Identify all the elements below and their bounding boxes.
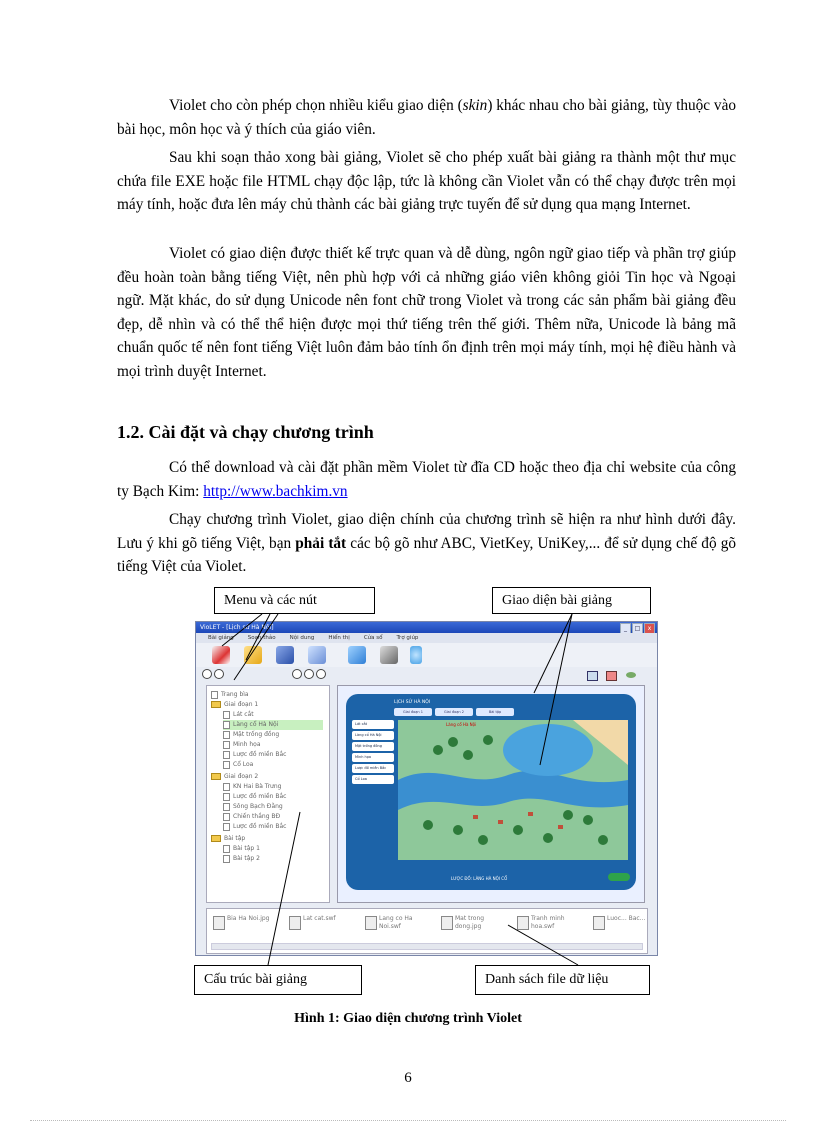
tree-node[interactable]: Bài tập 1 [223,844,260,854]
delete-node-icon[interactable] [316,669,326,679]
violet-screenshot [195,621,658,956]
menu-item-edit[interactable]: Soạn thảo [247,635,276,641]
data-file-list: Bia Ha Noi.jpg Lat cat.swf Lang co Ha Noi.swf Mat trong dong.jpg Tranh minh hoa.swf Luoc... Bac... [206,908,648,954]
lesson-side-button[interactable]: Lược đồ miền Bắc [352,764,394,773]
footer-rule [30,1120,786,1121]
maximize-button[interactable]: □ [632,623,643,634]
tree-node[interactable]: Minh họa [223,740,261,750]
paragraph-install: Có thể download và cài đặt phần mềm Violet từ đĩa CD hoặc theo địa chỉ website của công ty Bạch Kim: http://www.bachkim.vn [117,459,736,500]
file-list-scrollbar[interactable] [211,943,643,950]
tree-node-selected[interactable]: Làng cổ Hà Nội [223,720,323,730]
lesson-side-button[interactable]: Minh họa [352,753,394,762]
tree-node[interactable]: Lát cắt [223,710,254,720]
help-icon[interactable] [410,646,422,664]
callout-lesson-interface: Giao diện bài giảng [492,587,651,614]
callout-structure: Cấu trúc bài giảng [194,965,362,995]
website-link[interactable]: http://www.bachkim.vn [203,482,348,500]
tree-folder[interactable]: Giai đoạn 1 [211,700,258,710]
record-icon[interactable] [606,671,617,681]
menu-item-view[interactable]: Hiển thị [328,635,350,641]
tree-folder[interactable]: Giai đoạn 2 [211,772,258,782]
section-heading: 1.2. Cài đặt và chạy chương trình [117,422,374,442]
lesson-tab[interactable]: Giai đoạn 1 [394,708,432,716]
edit-node-icon[interactable] [304,669,314,679]
new-lesson-icon[interactable] [212,646,230,664]
tree-nav-buttons [196,669,657,683]
lesson-side-button[interactable]: Lát cắt [352,720,394,729]
tree-node[interactable]: Lược đồ miền Bắc [223,792,286,802]
tree-node[interactable]: Cổ Loa [223,760,253,770]
lesson-side-button[interactable]: Mặt trống đồng [352,742,394,751]
tree-node[interactable]: Lược đồ miền Bắc [223,822,286,832]
page-number: 6 [404,1070,412,1086]
hanoi-map [398,720,628,860]
nav-prev-icon[interactable] [202,669,212,679]
lesson-header: LỊCH SỬ HÀ NỘI [394,700,431,705]
callout-menu: Menu và các nút [214,587,375,614]
lesson-side-button[interactable]: Làng cổ Hà Nội [352,731,394,740]
export-icon[interactable] [308,646,326,664]
lesson-stage [346,694,636,890]
close-button[interactable]: x [644,623,655,634]
toolbar [196,643,657,667]
add-node-icon[interactable] [292,669,302,679]
menu-item-help[interactable]: Trợ giúp [396,635,419,641]
lesson-side-menu [352,720,394,786]
tree-node[interactable]: Sông Bạch Đằng [223,802,283,812]
preview-icon[interactable] [348,646,366,664]
tree-node[interactable]: Bài tập 2 [223,854,260,864]
paragraph-skin: Violet cho còn phép chọn nhiều kiểu giao diện (skin) khác nhau cho bài giảng, tùy thuộc vào bài học, môn học và ý thích của giáo viên. [117,97,737,138]
map-title: Làng cổ Hà Nội [446,722,477,727]
tree-node[interactable]: Mặt trống đồng [223,730,279,740]
menu-item-content[interactable]: Nội dung [289,635,315,641]
figure-caption: Hình 1: Giao diện chương trình Violet [294,1011,522,1026]
nav-next-icon[interactable] [214,669,224,679]
tree-node[interactable]: Lược đồ miền Bắc [223,750,286,760]
tree-node[interactable]: Trang bìa [211,690,249,700]
tree-folder[interactable]: Bài tập [211,834,245,844]
tree-node[interactable]: Chiến thắng BĐ [223,812,280,822]
minimize-button[interactable]: _ [620,623,631,634]
menu-item-lesson[interactable]: Bài giảng [208,635,234,641]
lesson-tab[interactable]: Giai đoạn 2 [435,708,473,716]
open-folder-icon[interactable] [244,646,262,664]
window-title: VioLET - [Lịch sử Hà Nội] [200,624,274,631]
menu-bar [196,633,657,643]
callout-file-list: Danh sách file dữ liệu [475,965,650,995]
skin-term: skin [462,97,488,114]
lesson-side-button[interactable]: Cổ Loa [352,775,394,784]
next-slide-button[interactable] [608,873,630,881]
menu-item-window[interactable]: Cửa sổ [363,635,383,641]
paragraph-run: Chạy chương trình Violet, giao diện chính của chương trình sẽ hiện ra như hình dưới đây. Lưu ý khi gõ tiếng Việt, bạn phải tắt các bộ gõ như ABC, VietKey, UniKey,... để sử dụng chế độ gõ tiếng Việt của Violet. [117,511,737,575]
save-icon[interactable] [276,646,294,664]
lesson-tab[interactable]: Bài tập [476,708,514,716]
tree-node[interactable]: KN Hai Bà Trưng [223,782,281,792]
lesson-structure-tree [206,685,330,903]
fullscreen-icon[interactable] [587,671,598,681]
paragraph-export: Sau khi soạn thảo xong bài giảng, Violet sẽ cho phép xuất bài giảng ra thành một thư mục chứa file EXE hoặc file HTML chạy độc lập, tức là không cần Violet vẫn có thể chạy được trên mọi máy tính, hoặc đưa lên máy chủ thành các bài giảng trực tuyến để sử dụng qua mạng Internet. [117,149,736,213]
settings-icon[interactable] [380,646,398,664]
lesson-tabs [394,708,514,716]
eye-icon[interactable] [626,672,636,678]
paragraph-interface: Violet có giao diện được thiết kế trực quan và dễ dùng, ngôn ngữ giao tiếp và phần trợ giúp đều hoàn toàn bằng tiếng Việt, nên phù hợp với cả những giáo viên không giỏi Tin học và Ngoại ngữ. Mặt khác, do sử dụng Unicode nên font chữ trong Violet và trong các sản phẩm bài giảng đều đẹp, dễ nhìn và có thể thể hiện được mọi thứ tiếng trên thế giới. Thêm nữa, Unicode là bảng mã chuẩn quốc tế nên font tiếng Việt luôn đảm bảo tính ổn định trên mọi máy tính, mọi hệ điều hành và mọi trình duyệt Internet. [117,245,736,380]
lesson-preview [337,685,645,903]
window-titlebar [196,622,657,633]
map-caption: LƯỢC ĐỒ: LÀNG HÀ NỘI CỔ [451,876,508,881]
map-graphic [398,720,628,860]
